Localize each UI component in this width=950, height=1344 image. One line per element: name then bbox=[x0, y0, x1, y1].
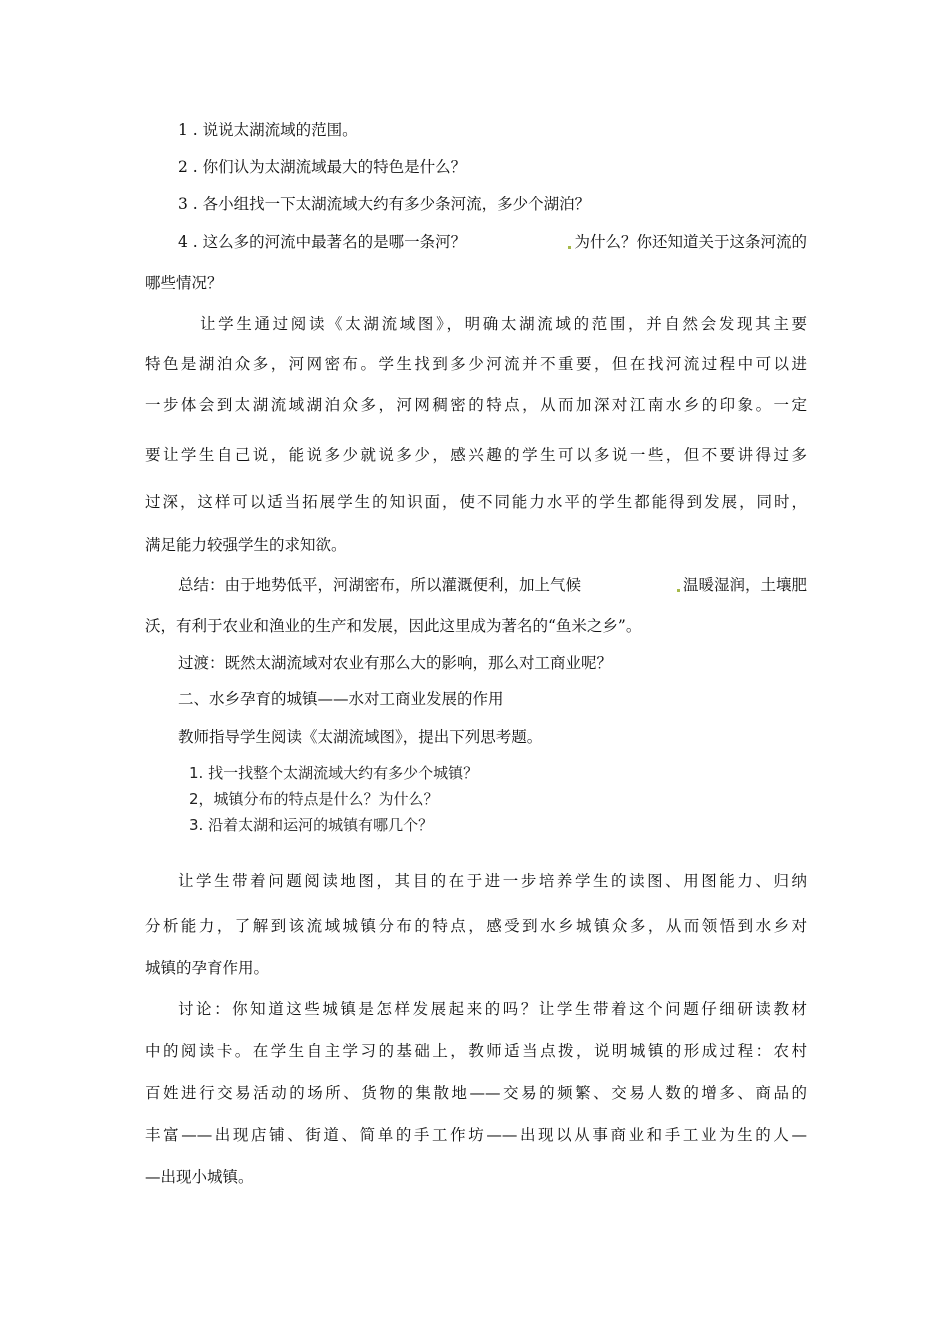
para1-line-2: 特色是湖泊众多，河网密布。学生找到多少河流并不重要，但在找河流过程中可以进 bbox=[145, 355, 807, 373]
discussion-line-3: 百姓进行交易活动的场所、货物的集散地——交易的频繁、交易人数的增多、商品的 bbox=[145, 1084, 807, 1102]
discussion-line-5: —出现小城镇。 bbox=[145, 1168, 254, 1186]
teacher-guide: 教师指导学生阅读《太湖流域图》，提出下列思考题。 bbox=[178, 728, 543, 746]
discussion-line-4: 丰富——出现店铺、街道、简单的手工作坊——出现以从事商业和手工业为生的人— bbox=[145, 1126, 807, 1144]
para1-line-6: 满足能力较强学生的求知欲。 bbox=[145, 536, 347, 554]
para1-line-1: 让学生通过阅读《太湖流域图》，明确太湖流域的范围，并自然会发现其主要 bbox=[200, 315, 807, 333]
para1-line-5: 过深，这样可以适当拓展学生的知识面，使不同能力水平的学生都能得到发展，同时， bbox=[145, 493, 807, 511]
discussion-line-2: 中的阅读卡。在学生自主学习的基础上，教师适当点拨，说明城镇的形成过程：农村 bbox=[145, 1042, 807, 1060]
highlight-mark bbox=[568, 246, 571, 249]
question-2: 2 . 你们认为太湖流域最大的特色是什么？ bbox=[178, 158, 467, 176]
para1-line-4: 要让学生自己说，能说多少就说多少，感兴趣的学生可以多说一些，但不要讲得过多 bbox=[145, 446, 807, 464]
question-1: 1 . 说说太湖流域的范围。 bbox=[178, 121, 358, 139]
summary-tail bbox=[676, 575, 807, 595]
para1-line-3: 一步体会到太湖流域湖泊众多，河网稠密的特点，从而加深对江南水乡的印象。一定 bbox=[145, 396, 807, 414]
section-heading: 二、水乡孕育的城镇——水对工商业发展的作用 bbox=[178, 690, 504, 708]
para2-line-3: 城镇的孕育作用。 bbox=[145, 959, 270, 977]
question-4-part1: 4 . 这么多的河流中最著名的是哪一条河？ bbox=[178, 233, 467, 251]
question-4-continued: 哪些情况？ bbox=[145, 274, 223, 292]
question-4-tail bbox=[567, 232, 807, 252]
sub-question-3: 3. 沿着太湖和运河的城镇有哪几个？ bbox=[189, 816, 434, 834]
sub-question-1: 1. 找一找整个太湖流域大约有多少个城镇？ bbox=[189, 764, 479, 782]
question-4-part2: 为什么？你还知道关于这条河流的 bbox=[574, 233, 807, 251]
summary-part2: 温暖湿润，土壤肥 bbox=[682, 576, 807, 594]
question-3: 3 . 各小组找一下太湖流域大约有多少条河流，多少个湖泊？ bbox=[178, 195, 591, 213]
summary-part1: 总结：由于地势低平，河湖密布，所以灌溉便利，加上气候 bbox=[178, 576, 582, 594]
question-4 bbox=[178, 232, 807, 252]
summary-line-2: 沃，有利于农业和渔业的生产和发展，因此这里成为著名的“鱼米之乡”。 bbox=[145, 617, 642, 635]
para2-line-2: 分析能力，了解到该流域城镇分布的特点，感受到水乡城镇众多，从而领悟到水乡对 bbox=[145, 917, 807, 935]
sub-question-2: 2，城镇分布的特点是什么？为什么？ bbox=[189, 790, 439, 808]
discussion-line-1: 讨论：你知道这些城镇是怎样发展起来的吗？让学生带着这个问题仔细研读教材 bbox=[178, 1000, 807, 1018]
transition-text: 过渡：既然太湖流域对农业有那么大的影响，那么对工商业呢？ bbox=[178, 654, 613, 672]
para2-line-1: 让学生带着问题阅读地图，其目的在于进一步培养学生的读图、用图能力、归纳 bbox=[178, 872, 807, 890]
highlight-mark bbox=[677, 589, 680, 592]
summary-line-1 bbox=[178, 575, 807, 595]
